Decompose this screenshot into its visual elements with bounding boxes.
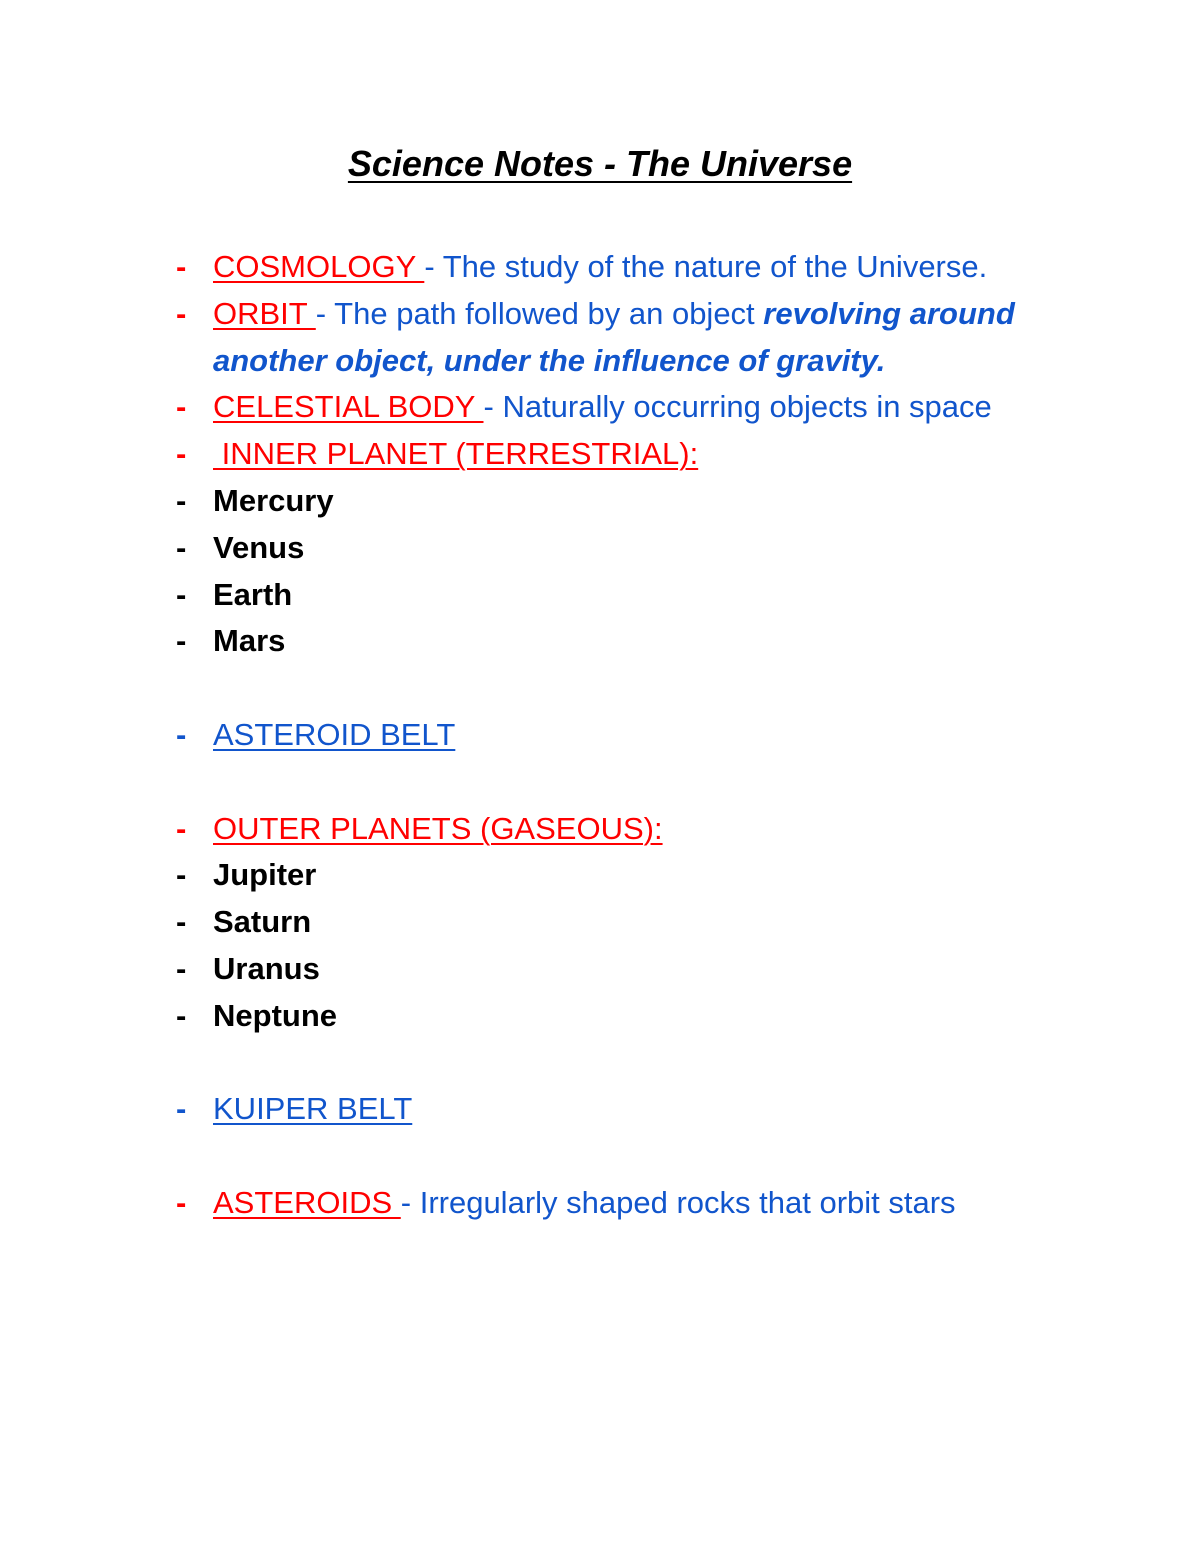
bullet-dash: - <box>176 1184 187 1220</box>
list-item-celestial-body <box>176 384 1026 431</box>
list-item-asteroid-belt <box>176 712 1026 759</box>
planet-uranus: Uranus <box>213 950 320 986</box>
outer-planets-heading: OUTER PLANETS (GASEOUS): <box>213 810 663 846</box>
bullet-dash: - <box>176 997 187 1033</box>
term-cosmology: COSMOLOGY <box>213 249 425 284</box>
list-item-planet <box>176 572 1026 619</box>
term-celestial-body: CELESTIAL BODY <box>213 389 484 425</box>
planet-saturn: Saturn <box>213 904 312 940</box>
definition-orbit: The path followed by an object <box>334 295 764 331</box>
bullet-dash: - <box>176 529 187 565</box>
bullet-dash: - <box>176 295 187 331</box>
separator: - <box>315 295 335 331</box>
bullet-dash: - <box>176 716 187 752</box>
planet-neptune: Neptune <box>213 997 337 1033</box>
kuiper-belt-heading: KUIPER BELT <box>213 1091 413 1127</box>
bullet-dash: - <box>176 249 187 284</box>
planet-mercury: Mercury <box>213 482 334 518</box>
list-item-cosmology <box>176 244 1026 291</box>
definition-orbit-emphasis: revolving around another object, under the influence of gravity. <box>213 295 1015 378</box>
list-item-planet <box>176 852 1026 899</box>
bullet-dash: - <box>176 857 187 893</box>
separator: - <box>424 249 443 284</box>
term-orbit: ORBIT <box>213 295 316 331</box>
separator: - <box>483 389 503 425</box>
bullet-dash: - <box>176 436 187 472</box>
notes-list <box>176 244 1026 1227</box>
bullet-dash: - <box>176 482 187 518</box>
inner-planets-heading: INNER PLANET (TERRESTRIAL): <box>213 436 699 472</box>
list-item-planet <box>176 993 1026 1040</box>
bullet-dash: - <box>176 810 187 846</box>
list-item-outer-planets-heading <box>176 806 1026 853</box>
planet-venus: Venus <box>213 529 305 565</box>
list-item-planet <box>176 899 1026 946</box>
list-item-inner-planets-heading <box>176 431 1026 478</box>
page-title: Science Notes - The Universe <box>347 143 853 184</box>
definition-asteroids: Irregularly shaped rocks that orbit stars <box>419 1184 956 1220</box>
list-item-planet <box>176 946 1026 993</box>
planet-jupiter: Jupiter <box>213 857 317 893</box>
planet-earth: Earth <box>213 576 293 612</box>
term-asteroids: ASTEROIDS <box>213 1184 401 1220</box>
bullet-dash: - <box>176 623 187 659</box>
list-item-planet <box>176 478 1026 525</box>
list-item-kuiper-belt <box>176 1086 1026 1133</box>
list-item-planet <box>176 525 1026 572</box>
planet-mars: Mars <box>213 623 286 659</box>
list-item-orbit <box>176 291 1026 385</box>
definition-celestial-body: Naturally occurring objects in space <box>502 389 992 425</box>
separator: - <box>400 1184 420 1220</box>
bullet-dash: - <box>176 576 187 612</box>
list-item-planet <box>176 618 1026 665</box>
asteroid-belt-heading: ASTEROID BELT <box>213 716 456 752</box>
bullet-dash: - <box>176 389 187 425</box>
bullet-dash: - <box>176 904 187 940</box>
bullet-dash: - <box>176 1091 187 1127</box>
definition-cosmology: The study of the nature of the Universe. <box>442 249 988 284</box>
bullet-dash: - <box>176 950 187 986</box>
list-item-asteroids <box>176 1180 1026 1227</box>
